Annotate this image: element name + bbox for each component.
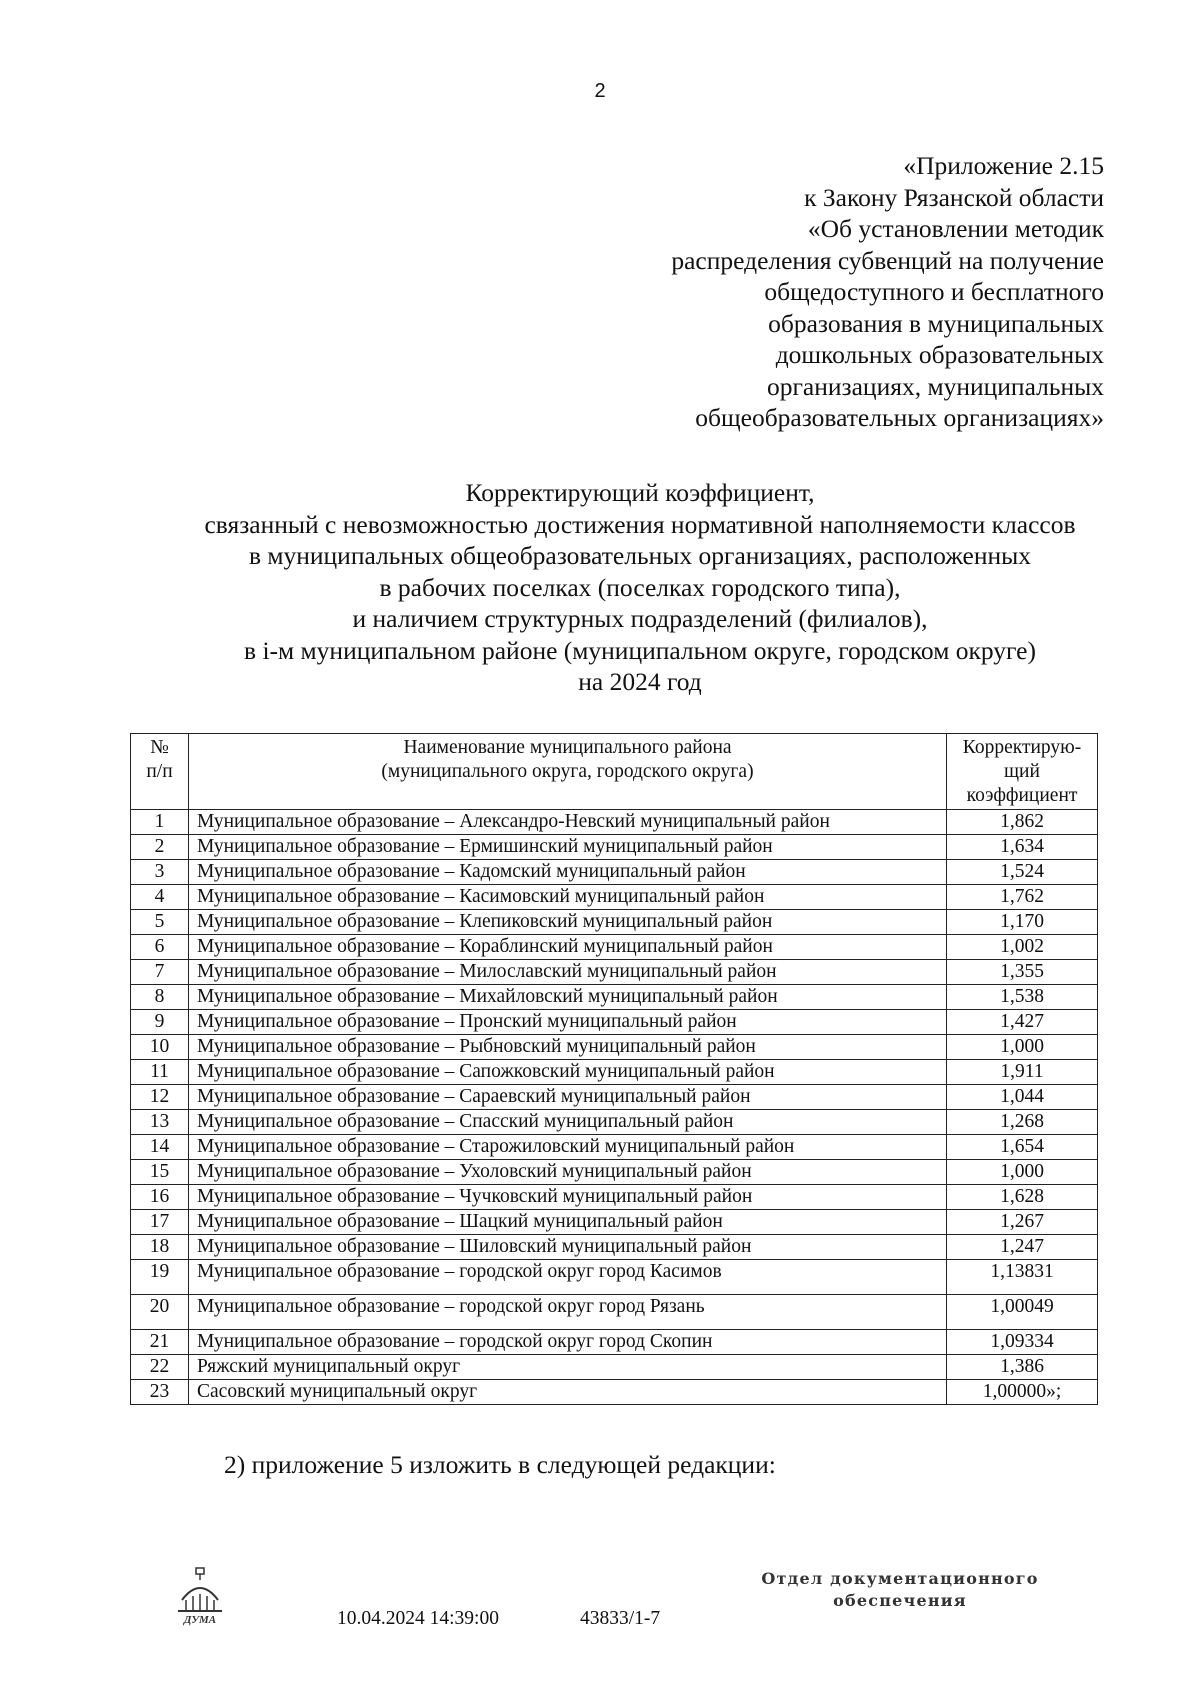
appendix-line: «Приложение 2.15 (903, 151, 1104, 180)
row-number: 15 (131, 1160, 189, 1185)
header-number-line2: п/п (146, 761, 173, 782)
table-row (131, 1355, 1098, 1380)
row-coefficient: 1,268 (947, 1110, 1098, 1135)
table-row (131, 835, 1098, 860)
row-name: Муниципальное образование – Сараевский муниципальный район (189, 1085, 947, 1110)
row-coefficient: 1,355 (947, 960, 1098, 985)
table-row (131, 885, 1098, 910)
row-coefficient: 1,09334 (947, 1330, 1098, 1355)
table-row (131, 1010, 1098, 1035)
title-line: на 2024 год (578, 667, 702, 696)
row-coefficient: 1,13831 (947, 1260, 1098, 1295)
row-number: 19 (131, 1260, 189, 1295)
appendix-line: общеобразовательных организациях» (695, 403, 1104, 432)
title-line: связанный с невозможностью достижения нормативной наполняемости классов (204, 509, 1076, 539)
appendix-line: дошкольных образовательных (775, 340, 1104, 369)
row-number: 22 (131, 1355, 189, 1380)
appendix-line: к Закону Рязанской области (804, 182, 1104, 212)
table-row (131, 985, 1098, 1010)
stamp-line: Отдел документационного (761, 1569, 1039, 1588)
header-number-line1: № (150, 737, 169, 758)
row-coefficient: 1,628 (947, 1185, 1098, 1210)
table-row (131, 1085, 1098, 1110)
row-name: Муниципальное образование – Ухоловский муниципальный район (189, 1160, 947, 1185)
coefficient-table (130, 733, 1098, 1405)
row-name: Муниципальное образование – Кадомский муниципальный район (189, 860, 947, 885)
header-coefficient-line3: коэффициент (966, 785, 1078, 806)
row-coefficient: 1,538 (947, 985, 1098, 1010)
header-number (131, 734, 189, 810)
row-name: Муниципальное образование – Ермишинский муниципальный район (189, 835, 947, 860)
table-row (131, 1330, 1098, 1355)
row-coefficient: 1,247 (947, 1235, 1098, 1260)
row-coefficient: 1,000 (947, 1035, 1098, 1060)
row-number: 21 (131, 1330, 189, 1355)
title-line: Корректирующий коэффициент, (465, 478, 815, 507)
table-row (131, 1160, 1098, 1185)
appendix-line: образования в муниципальных (768, 308, 1104, 338)
appendix-line: общедоступного и бесплатного (764, 277, 1104, 306)
row-number: 23 (131, 1380, 189, 1405)
row-name: Муниципальное образование – городской округ город Рязань (189, 1295, 947, 1330)
row-name: Муниципальное образование – Кораблинский муниципальный район (189, 935, 947, 960)
row-coefficient: 1,762 (947, 885, 1098, 910)
row-name: Муниципальное образование – Михайловский муниципальный район (189, 985, 947, 1010)
row-coefficient: 1,170 (947, 910, 1098, 935)
table-row (131, 1035, 1098, 1060)
row-coefficient: 1,267 (947, 1210, 1098, 1235)
footer-registration-number: 43833/1-7 (580, 1608, 661, 1629)
table-row (131, 860, 1098, 885)
header-coefficient (947, 734, 1098, 810)
row-number: 3 (131, 860, 189, 885)
row-number: 12 (131, 1085, 189, 1110)
row-name: Муниципальное образование – городской округ город Касимов (189, 1260, 947, 1295)
table-row (131, 1060, 1098, 1085)
footer-datetime: 10.04.2024 14:39:00 (337, 1608, 499, 1629)
title-line: в i-м муниципальном районе (муниципальном округе, городском округе) (244, 635, 1036, 665)
table-row (131, 1380, 1098, 1405)
document-title (0, 477, 1200, 698)
row-number: 20 (131, 1295, 189, 1330)
row-number: 7 (131, 960, 189, 985)
row-coefficient: 1,00049 (947, 1295, 1098, 1330)
row-number: 9 (131, 1010, 189, 1035)
table-header-row (131, 734, 1098, 810)
row-name: Муниципальное образование – Чучковский муниципальный район (189, 1185, 947, 1210)
row-coefficient: 1,000 (947, 1160, 1098, 1185)
table-row (131, 1235, 1098, 1260)
row-coefficient: 1,00000»; (947, 1380, 1098, 1405)
title-line: в муниципальных общеобразовательных организациях, расположенных (248, 541, 1032, 570)
row-number: 14 (131, 1135, 189, 1160)
row-number: 4 (131, 885, 189, 910)
row-name: Ряжский муниципальный округ (189, 1355, 947, 1380)
table-row (131, 1260, 1098, 1295)
row-number: 2 (131, 835, 189, 860)
row-number: 11 (131, 1060, 189, 1085)
department-stamp (760, 1568, 1040, 1612)
row-number: 5 (131, 910, 189, 935)
page-number: 2 (594, 80, 606, 102)
row-coefficient: 1,427 (947, 1010, 1098, 1035)
row-number: 10 (131, 1035, 189, 1060)
row-coefficient: 1,862 (947, 810, 1098, 835)
row-name: Муниципальное образование – Александро-Невский муниципальный район (189, 810, 947, 835)
row-coefficient: 1,911 (947, 1060, 1098, 1085)
row-name: Муниципальное образование – Сапожковский муниципальный район (189, 1060, 947, 1085)
row-name: Муниципальное образование – городской округ город Скопин (189, 1330, 947, 1355)
row-number: 17 (131, 1210, 189, 1235)
row-coefficient: 1,524 (947, 860, 1098, 885)
table-row (131, 1135, 1098, 1160)
row-name: Муниципальное образование – Старожиловский муниципальный район (189, 1135, 947, 1160)
row-name: Муниципальное образование – Рыбновский муниципальный район (189, 1035, 947, 1060)
title-line: и наличием структурных подразделений (филиалов), (352, 604, 928, 633)
row-number: 13 (131, 1110, 189, 1135)
table-row (131, 1185, 1098, 1210)
row-name: Муниципальное образование – Милославский муниципальный район (189, 960, 947, 985)
logo-text: ДУМА (183, 1614, 217, 1626)
header-coefficient-line1: Корректирую- (962, 737, 1082, 758)
row-number: 16 (131, 1185, 189, 1210)
row-name: Муниципальное образование – Клепиковский муниципальный район (189, 910, 947, 935)
row-number: 6 (131, 935, 189, 960)
table-row (131, 1295, 1098, 1330)
row-number: 1 (131, 810, 189, 835)
row-number: 8 (131, 985, 189, 1010)
appendix-reference (671, 150, 1104, 434)
row-name: Сасовский муниципальный округ (189, 1380, 947, 1405)
title-line: в рабочих поселках (поселках городского типа), (379, 572, 901, 602)
header-name-line1: Наименование муниципального района (403, 737, 732, 758)
header-name-line2: (муниципального округа, городского округа) (381, 761, 754, 782)
duma-logo-icon (174, 1566, 226, 1626)
table-row (131, 810, 1098, 835)
instruction-paragraph: 2) приложение 5 изложить в следующей редакции: (224, 1450, 776, 1479)
row-number: 18 (131, 1235, 189, 1260)
appendix-line: «Об установлении методик (807, 214, 1104, 243)
appendix-line: организациях, муниципальных (766, 371, 1104, 401)
row-name: Муниципальное образование – Шацкий муниципальный район (189, 1210, 947, 1235)
table-row (131, 1210, 1098, 1235)
row-coefficient: 1,044 (947, 1085, 1098, 1110)
row-coefficient: 1,002 (947, 935, 1098, 960)
row-name: Муниципальное образование – Касимовский муниципальный район (189, 885, 947, 910)
row-name: Муниципальное образование – Спасский муниципальный район (189, 1110, 947, 1135)
table-row (131, 1110, 1098, 1135)
row-coefficient: 1,634 (947, 835, 1098, 860)
header-name (189, 734, 947, 810)
stamp-line: обеспечения (833, 1591, 967, 1610)
appendix-line: распределения субвенций на получение (671, 245, 1104, 275)
row-name: Муниципальное образование – Пронский муниципальный район (189, 1010, 947, 1035)
header-coefficient-line2: щий (1004, 761, 1040, 782)
table-row (131, 935, 1098, 960)
table-row (131, 910, 1098, 935)
table-row (131, 960, 1098, 985)
row-coefficient: 1,386 (947, 1355, 1098, 1380)
row-coefficient: 1,654 (947, 1135, 1098, 1160)
row-name: Муниципальное образование – Шиловский муниципальный район (189, 1235, 947, 1260)
